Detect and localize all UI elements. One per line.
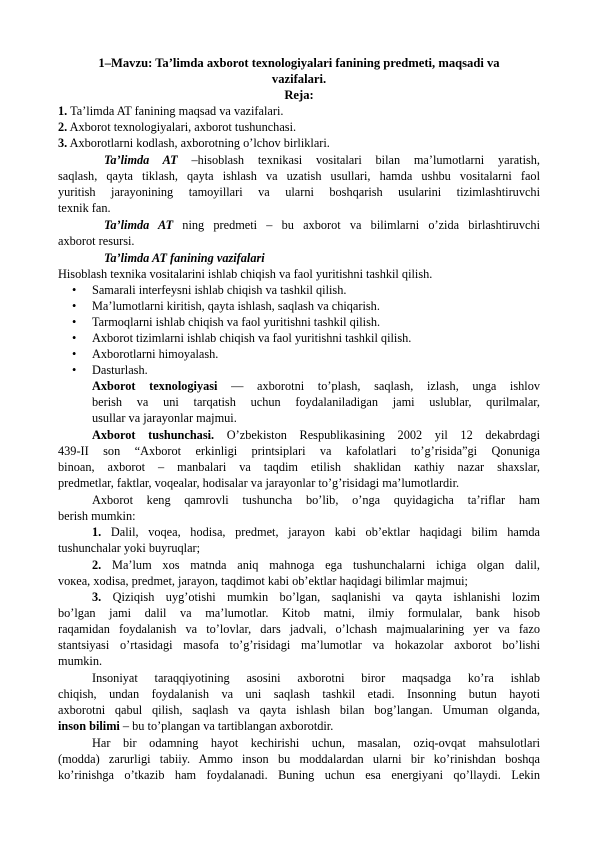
bullet-icon: • [72, 315, 77, 329]
task-item: Samarali interfeysni ishlab chiqish va tashkil qilish. [92, 283, 347, 297]
plan-item-number: 2. [58, 120, 68, 134]
definition-3-line-2: bo’lgan jami dalil va ma’lumotlar. Kitob matni, ilmiy formulalar, bank hisob [58, 606, 540, 620]
definition-1-number: 1. [92, 525, 102, 539]
definition-3-line-5: mumkin. [58, 654, 103, 668]
bullet-icon: • [72, 283, 77, 297]
definition-2-line-1 [92, 558, 540, 572]
plan-item-1 [58, 104, 283, 118]
progress-line-2: chiqish, undan foydalanish va uni saqlash tashkil etadi. Insonning butun hayoti [58, 687, 540, 701]
bullet-icon: • [72, 363, 77, 377]
definition-3-text: Qiziqish uyg’otishi mumkin bo’lgan, saqlanishi va qayta ishlanishi lozim [101, 590, 540, 604]
info-technology-line-1 [92, 379, 540, 393]
info-technology-text: — axborotni to’plash, saqlash, izlash, unga ishlov [217, 379, 540, 393]
broad-definition-line-2: berish mumkin: [58, 509, 136, 523]
task-item: Axborotlarni himoyalash. [92, 347, 219, 361]
plan-item-3 [58, 136, 330, 150]
plan-item-text: Ta’limda AT fanining maqsad va vazifalari. [67, 104, 284, 118]
task-item: Dasturlash. [92, 363, 148, 377]
definition-1-line-2: tushunchalar yoki buyruqlar; [58, 541, 201, 555]
progress-line-4 [58, 719, 333, 733]
needs-line-1: Har bir odamning hayot kechirishi uchun, masalan, oziq-ovqat mahsulotlari [92, 736, 540, 750]
definition-term: Ta’limda AT [104, 153, 178, 167]
plan-item-number: 3. [58, 136, 68, 150]
definition-3-number: 3. [92, 590, 102, 604]
plan-item-text: Axborot texnologiyalari, axborot tushunchasi. [67, 120, 297, 134]
plan-heading: Reja: [284, 88, 314, 102]
tasks-heading: Ta’limda AT fanining vazifalari [104, 251, 265, 265]
definition-line-1 [104, 153, 540, 167]
task-item: Tarmoqlarni ishlab chiqish va faol yuritishni tashkil qilish. [92, 315, 381, 329]
definition-line-4: texnik fan. [58, 201, 111, 215]
bullet-icon: • [72, 299, 77, 313]
definition-1-text: Dalil, voqea, hodisa, predmet, jarayon kabi ob’ektlar haqidagi bilim hamda [101, 525, 540, 539]
subject-line-2: axborot resursi. [58, 234, 135, 248]
needs-line-3: ko’rinishga o’tkazib ham foydalanadi. Buning uchun esa energiyani qo’llaydi. Lekin [58, 768, 540, 782]
info-concept-line-2: 439-II son “Axborot erkinligi printsiplari va kafolatlari to’g’risida”gi Qonuniga [58, 444, 540, 458]
definition-text: –hisoblash texnikasi vositalari bilan ma’lumotlarni yaratish, [177, 153, 540, 167]
plan-item-number: 1. [58, 104, 68, 118]
broad-definition-line-1: Axborot keng qamrovli tushuncha bo’lib, o’nga quyidagicha ta’riflar ham [92, 493, 540, 507]
subject-line-1 [104, 218, 540, 232]
definition-3-line-1 [92, 590, 540, 604]
info-technology-term: Axborot texnologiyasi [92, 379, 218, 393]
info-concept-term: Axborot tushunchasi. [92, 428, 215, 442]
info-concept-line-3: binoan, axborot – manbalari va taqdim etilish shaklidan кathiy nazar shaxslar, [58, 460, 540, 474]
task-item: Axborot tizimlarni ishlab chiqish va faol yuritishni tashkil qilish. [92, 331, 412, 345]
progress-line-4-text: – bu to’plangan va tartiblangan axborotdir. [119, 719, 334, 733]
definition-3-line-4: stantsiyasi o’rtasidagi masofa to’g’risidagi ma’lumotlar va hokazolar axborot bo’lishi [58, 638, 540, 652]
definition-2-text: Ma’lum xos matnda aniq mahnoga ega tushunchalarni ichiga olgan dalil, [101, 558, 540, 572]
document-title-line-2: vazifalari. [271, 72, 327, 86]
tasks-intro: Hisoblash texnika vositalarini ishlab chiqish va faol yuritishni tashkil qilish. [58, 267, 433, 281]
info-technology-line-2: berish va uni tarqatish uchun foydalaniladigan jami uslublar, qurilmalar, [92, 395, 540, 409]
info-concept-line-4: predmetlar, faktlar, voqealar, hodisalar va jarayonlar to’g’risidagi ma’lumotlardir. [58, 476, 460, 490]
plan-item-text: Axborotlarni kodlash, axborotning o’lchov birliklari. [67, 136, 330, 150]
definition-3-line-3: raqamidan foydalanish va to’lovlar, dars jadvali, o’lchash majmualarining yer va fazo [58, 622, 540, 636]
progress-line-3: axborotni qabul qilish, saqlash va qayta ishlash bilan bog’langan. Umuman olganda, [58, 703, 540, 717]
definition-2-number: 2. [92, 558, 102, 572]
definition-line-3: yuritish jarayonining tamoyillari va ularni boshqarish usularini tizimlashtiruvchi [58, 185, 540, 199]
plan-item-2 [58, 120, 296, 134]
document-title-line-1: 1–Mavzu: Ta’limda axborot texnologiyalari fanining predmeti, maqsadi va [98, 56, 500, 70]
progress-line-1: Insoniyat taraqqiyotining asosini axborotni biror maqsadga ko’ra ishlab [92, 671, 540, 685]
subject-term: Ta’limda AT [104, 218, 174, 232]
info-concept-text: O’zbekiston Respublikasining 2002 yil 12 dekabrdagi [214, 428, 540, 442]
definition-1-line-1 [92, 525, 540, 539]
task-item: Ma’lumotlarni kiritish, qayta ishlash, saqlash va chiqarish. [92, 299, 380, 313]
info-concept-line-1 [92, 428, 540, 442]
bullet-icon: • [72, 347, 77, 361]
info-technology-line-3: usullar va jarayonlar majmui. [92, 411, 237, 425]
definition-line-2: saqlash, qayta tiklash, qayta ishlash va uzatish usullari, hamda ushbu vositalarni faol [58, 169, 540, 183]
human-knowledge-term: inson bilimi [58, 719, 120, 733]
needs-line-2: (modda) zarurligi tabiiy. Ammo inson bu moddalardan ularni bir ko’rinishdan boshqa [58, 752, 540, 766]
subject-text: ning predmeti – bu axborot va bilimlarni o’zida birlashtiruvchi [173, 218, 540, 232]
definition-2-line-2: voкea, xodisa, predmet, jarayon, taqdimot kabi ob’ektlar haqidagi bilimlar majmui; [58, 574, 468, 588]
bullet-icon: • [72, 331, 77, 345]
